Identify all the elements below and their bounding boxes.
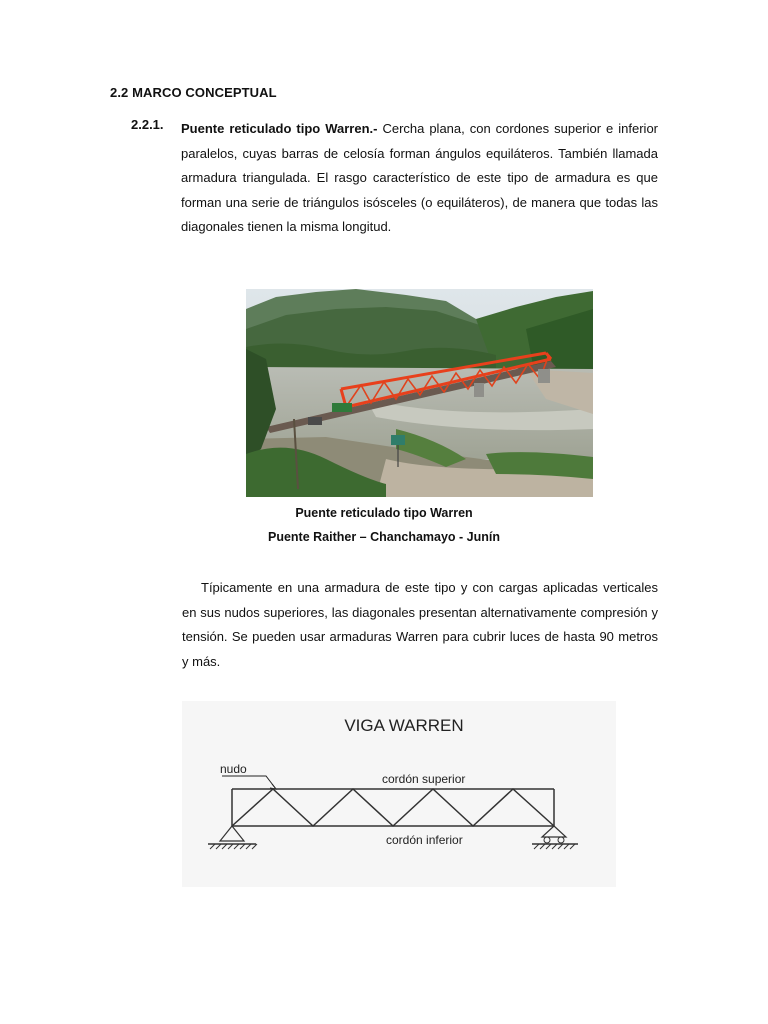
label-nudo: nudo <box>220 762 247 776</box>
subsection-text: Cercha plana, con cordones superior e inferior paralelos, cuyas barras de celosía forman ángulos equiláteros. También llamada armadura triangulada. El rasgo característico de este tipo de armadura es que forman una serie de triángulos isósceles (o equiláteros), de manera que todas las diagonales tienen la misma longitud. <box>181 121 658 234</box>
bridge-photo <box>246 289 593 497</box>
figure1-caption-title: Puente reticulado tipo Warren <box>295 506 473 520</box>
body-paragraph: Típicamente en una armadura de este tipo y con cargas aplicadas verticales en sus nudos superiores, las diagonales presentan alternativamente compresión y tensión. Se pueden usar armaduras Warren para cubrir luces de hasta 90 metros y más. <box>182 580 658 669</box>
section-heading: 2.2 MARCO CONCEPTUAL <box>110 85 277 100</box>
warren-truss-diagram <box>182 701 616 887</box>
subsection-body <box>181 117 658 240</box>
figure1-caption-location: Puente Raither – Chanchamayo - Junín <box>268 530 500 544</box>
label-bottom-chord: cordón inferior <box>386 833 463 847</box>
subsection-number: 2.2.1. <box>131 117 164 132</box>
subsection-term: Puente reticulado tipo Warren.- <box>181 121 378 136</box>
label-top-chord: cordón superior <box>382 772 466 786</box>
diagram-title: VIGA WARREN <box>344 716 464 735</box>
